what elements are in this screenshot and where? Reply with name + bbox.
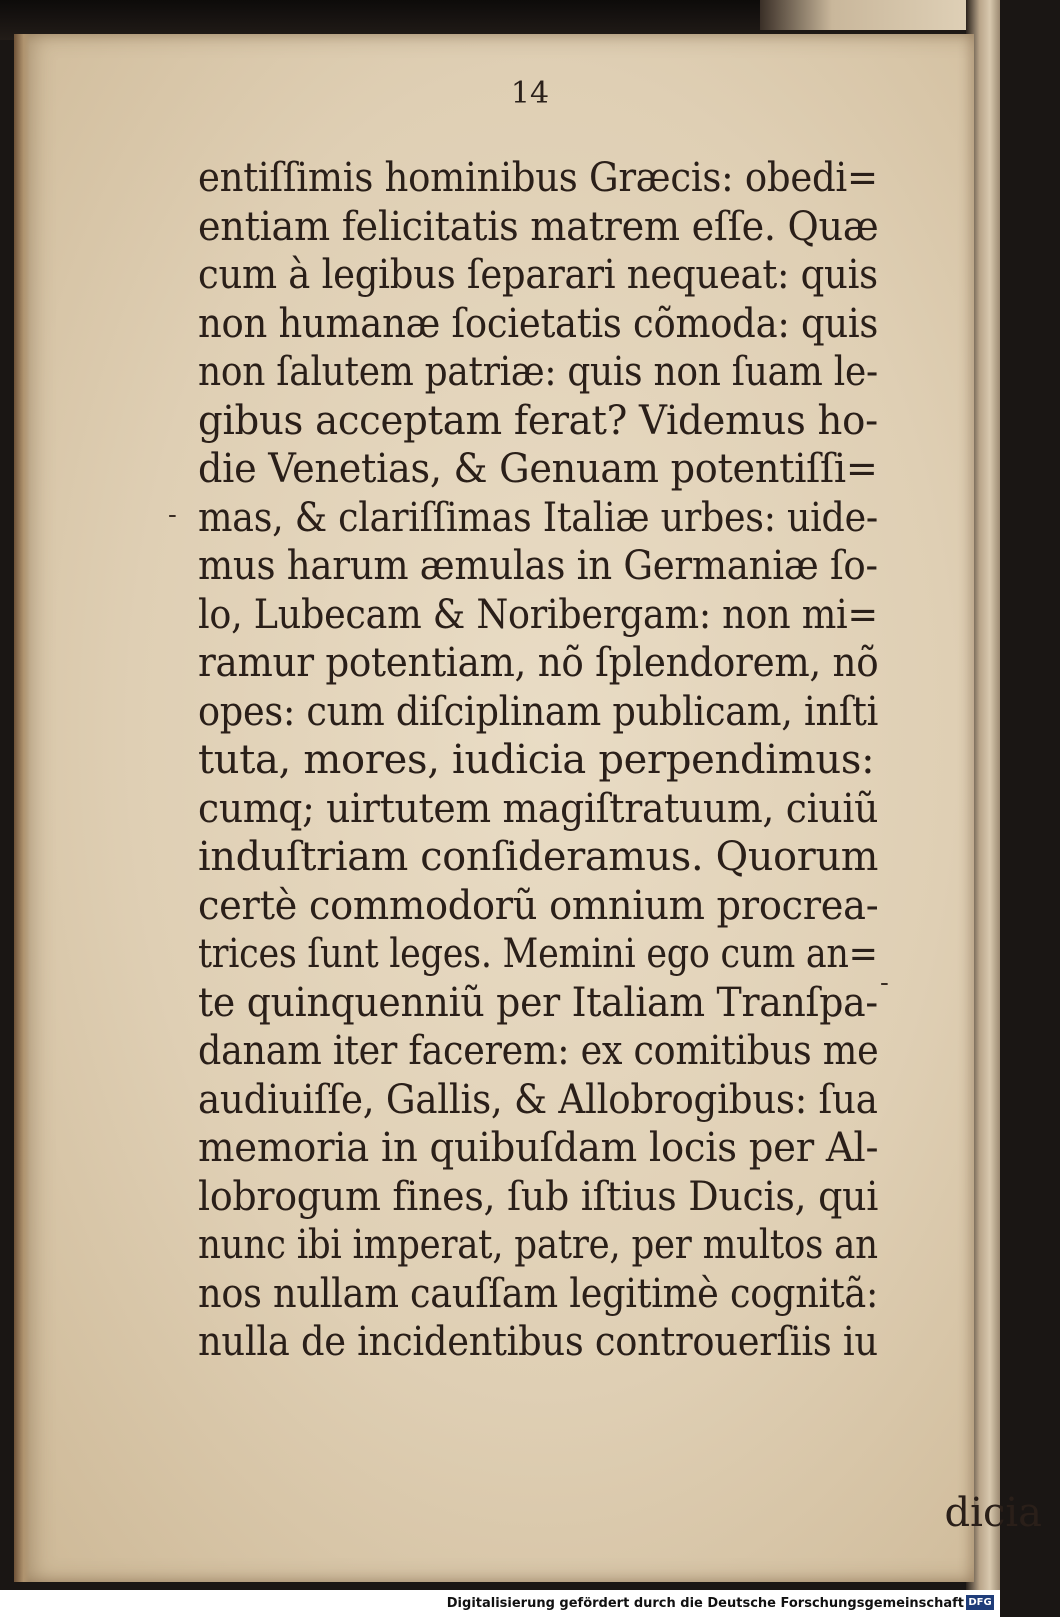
text-line: trices ſunt leges. Memini ego cum an=: [198, 931, 878, 977]
page-gutter-shadow: [14, 34, 30, 1582]
text-line: ramur potentiam, nõ ſplendorem, nõ: [198, 640, 879, 686]
text-line: audiuiſſe, Gallis, & Allobrogibus: ſua: [198, 1076, 878, 1123]
text-line: nos nullam cauſſam legitimè cognitã:: [198, 1270, 879, 1317]
text-line: opes: cum diſciplinam publicam, inſti: [198, 688, 879, 735]
text-line: tuta, mores, iudicia perpendimus:: [198, 737, 875, 783]
text-line: mus harum æmulas in Germaniæ ſo-: [198, 543, 878, 589]
text-line: lo, Lubecam & Noribergam: non mi=: [198, 591, 878, 638]
digitization-credit: Digitalisierung gefördert durch die Deutsche Forschungsgemeinschaft: [446, 1596, 964, 1611]
text-line: mas, & clariſſimas Italiæ urbes: uide-: [198, 494, 878, 541]
text-line: cum à legibus ſeparari nequeat: quis: [198, 252, 878, 298]
text-line: gibus acceptam ferat? Videmus ho-: [198, 397, 878, 444]
catchword: dicia: [944, 1490, 1042, 1536]
text-line: induſtriam conſideramus. Quorum: [198, 834, 879, 880]
text-line: entiam felicitatis matrem eſſe. Quæ: [198, 203, 879, 250]
text-line: nulla de incidentibus controuerſiis iu: [198, 1319, 878, 1365]
text-line: entiſſimis hominibus Græcis: obedi=: [198, 155, 878, 201]
text-line: non ſalutem patriæ: quis non ſuam le-: [198, 349, 878, 395]
page-number: 14: [510, 76, 550, 111]
margin-mark: -: [168, 500, 177, 530]
text-line: cumq; uirtutem magiſtratuum, ciuiũ: [198, 785, 879, 832]
margin-mark: -: [880, 968, 889, 998]
text-line: die Venetias, & Genuam potentiſſi=: [198, 446, 878, 492]
text-line: nunc ibi imperat, patre, per multos an: [198, 1222, 878, 1268]
adjacent-page-edge-top: [760, 0, 1000, 30]
text-line: te quinquenniũ per Italiam Tranſpa-: [198, 979, 878, 1026]
text-block: [198, 154, 1042, 1536]
text-line: non humanæ ſocietatis cõmoda: quis: [198, 300, 879, 347]
text-line: certè commodorũ omnium procrea-: [198, 882, 879, 929]
text-line: lobrogum fines, ſub iſtius Ducis, qui: [198, 1173, 879, 1220]
text-line: memoria in quibuſdam locis per Al-: [198, 1125, 879, 1171]
dfg-logo: DFG: [966, 1595, 994, 1610]
text-line: danam iter facerem: ex comitibus me: [198, 1028, 879, 1074]
